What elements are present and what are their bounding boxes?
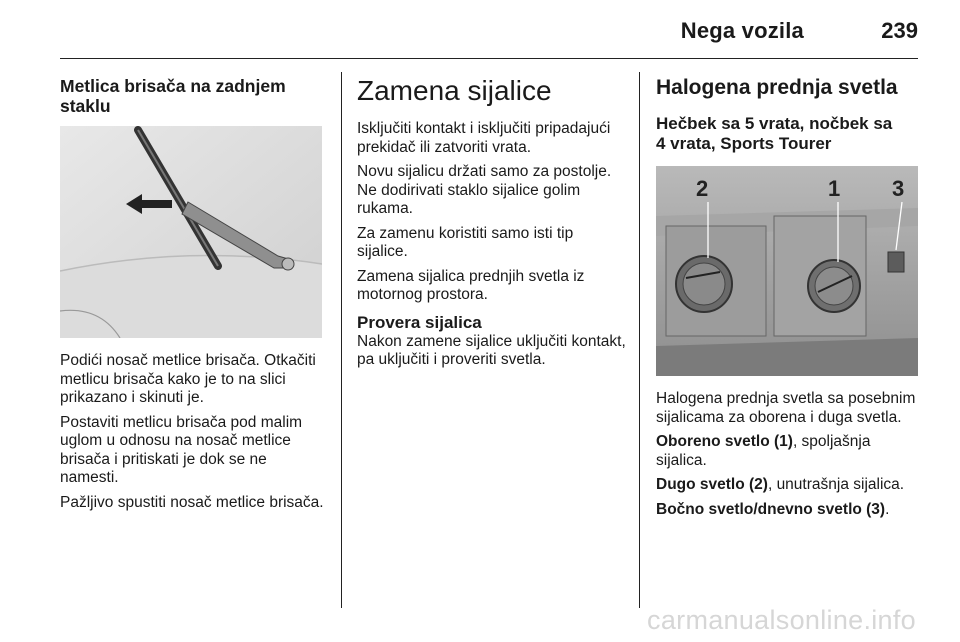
wiper-illustration <box>60 126 322 338</box>
column-bulb-replacement <box>357 76 627 376</box>
wiper-paragraph: Podići nosač metlice brisača. Otkačiti metlicu brisača kako je to na slici prikazano i skinuti je. <box>60 352 316 406</box>
headlight-item-rest: , unutrašnja sijalica. <box>767 476 905 493</box>
bulb-paragraph: Zamena sijalica prednjih svetla iz motornog prostora. <box>357 267 585 303</box>
wiper-paragraph: Pažljivo spustiti nosač metlice brisača. <box>60 493 324 511</box>
headlight-illustration <box>656 166 918 376</box>
figure-label-3: 3 <box>892 176 905 201</box>
bulb-check-heading: Provera sijalica <box>357 312 482 332</box>
page-header-title: Nega vozila <box>680 18 804 43</box>
column-divider-1 <box>341 72 342 608</box>
column-divider-2 <box>639 72 640 608</box>
wiper-heading: Metlica brisača na zadnjem staklu <box>60 76 286 116</box>
headlight-item <box>656 433 920 470</box>
headlight-item-bold: Dugo svetlo (2) <box>656 476 768 493</box>
headlight-item-bold: Oboreno svetlo (1) <box>656 433 793 450</box>
headlight-item-bold: Bočno svetlo/dnevno svetlo (3) <box>656 500 886 518</box>
figure-label-1: 1 <box>828 176 841 201</box>
headlight-caption: Halogena prednja svetla sa posebnim sijalicama za oborena i duga svetla. <box>656 390 916 426</box>
figure-label-2: 2 <box>696 176 709 201</box>
header-rule <box>60 58 918 59</box>
halogen-subheading: Hečbek sa 5 vrata, nočbek sa 4 vrata, Sports Tourer <box>656 114 893 153</box>
page-number: 239 <box>881 18 918 43</box>
column-wiper <box>60 76 328 518</box>
halogen-heading: Halogena prednja svetla <box>656 76 898 99</box>
headlight-item-rest: , spoljašnja sijalica. <box>656 433 871 469</box>
headlight-item <box>656 501 920 520</box>
bulb-replacement-heading: Zamena sijalice <box>357 75 552 106</box>
column-halogen <box>656 76 920 525</box>
bulb-check-paragraph: Nakon zamene sijalice uključiti kontakt, pa uključiti i proveriti svetla. <box>357 332 626 368</box>
watermark: carmanualsonline.info <box>647 605 916 635</box>
headlight-item-rest: . <box>885 500 890 518</box>
wiper-paragraph: Postaviti metlicu brisača pod malim uglom u odnosu na nosač metlice brisača i pritiskati je dok se ne namesti. <box>60 413 303 486</box>
bulb-paragraph: Novu sijalicu držati samo za postolje. Ne dodirivati staklo sijalice golim rukama. <box>357 163 612 217</box>
bulb-paragraph: Isključiti kontakt i isključiti pripadajući prekidač ili zatvoriti vrata. <box>357 120 611 156</box>
headlight-item <box>656 476 920 495</box>
bulb-paragraph: Za zamenu koristiti samo isti tip sijalice. <box>357 224 574 260</box>
